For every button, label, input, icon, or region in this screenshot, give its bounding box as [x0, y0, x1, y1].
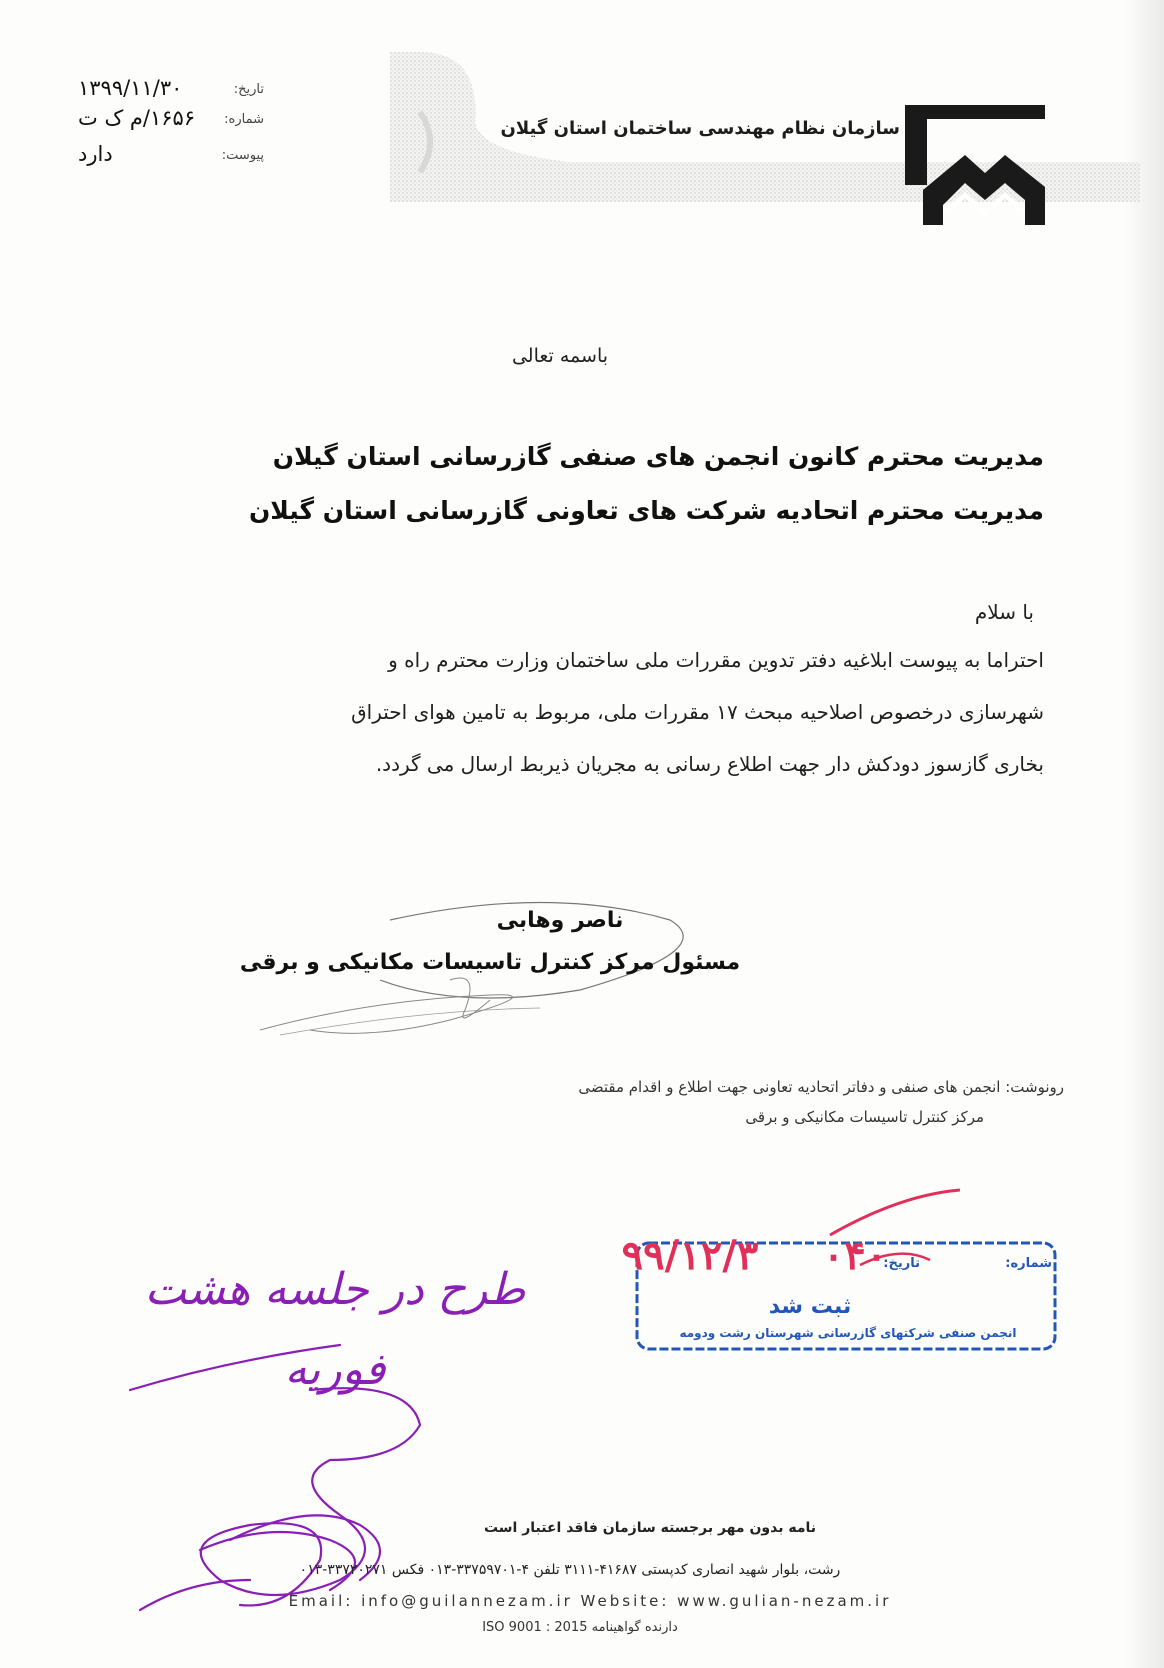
- signer-title: مسئول مرکز کنترل تاسیسات مکانیکی و برقی: [239, 950, 741, 975]
- body-line: شهرسازی درخصوص اصلاحیه مبحث ۱۷ مقررات ملی، مربوط به تامین هوای احتراق: [351, 700, 1044, 724]
- addressee-1: مدیریت محترم کانون انجمن های صنفی گازرسانی استان گیلان: [272, 442, 1044, 471]
- iso-certificate: دارنده گواهینامه ISO 9001 : 2015: [482, 1620, 678, 1635]
- number-label: شماره:: [224, 112, 264, 127]
- cc-line: مرکز کنترل تاسیسات مکانیکی و برقی: [745, 1108, 984, 1126]
- stamp-number-value: ۰۴۰: [822, 1232, 888, 1279]
- red-pen-mark-icon: [820, 1185, 970, 1275]
- footer-contact: Email: info@guilannezam.ir Website: www.gulian-nezam.ir: [288, 1592, 892, 1610]
- signer-name: ناصر وهابی: [496, 908, 624, 933]
- date-value: ۱۳۹۹/۱۱/۳۰: [78, 76, 183, 100]
- organization-name: سازمان نظام مهندسی ساختمان استان گیلان: [500, 118, 900, 139]
- addressee-2: مدیریت محترم اتحادیه شرکت های تعاونی گازرسانی استان گیلان: [248, 496, 1044, 525]
- body-line: احتراما به پیوست ابلاغیه دفتر تدوین مقررات ملی ساختمان وزارت محترم راه و: [388, 648, 1044, 672]
- organization-logo-icon: [905, 95, 1055, 235]
- cc-line: رونوشت: انجمن های صنفی و دفاتر اتحادیه تعاونی جهت اطلاع و اقدام مقتضی: [578, 1078, 1064, 1096]
- stamp-organization: انجمن صنفی شرکتهای گازرسانی شهرستان رشت ودومه: [679, 1326, 1017, 1340]
- body-line: بخاری گازسوز دودکش دار جهت اطلاع رسانی به مجریان ذیربط ارسال می گردد.: [375, 752, 1044, 776]
- scan-shadow: [1124, 0, 1164, 1668]
- greeting: باسمه تعالی: [511, 345, 609, 367]
- attachment-value: دارد: [78, 142, 113, 166]
- stamp-number-label: شماره:: [1005, 1256, 1052, 1271]
- validity-note: نامه بدون مهر برجسته سازمان فاقد اعتبار است: [483, 1520, 817, 1536]
- date-label: تاریخ:: [233, 82, 264, 97]
- number-value: ۱۶۵۶/م ک ت: [78, 106, 196, 130]
- stamp-date-label: تاریخ:: [883, 1256, 920, 1271]
- handwritten-note: طرح در جلسه هشت فوریه: [144, 1264, 526, 1395]
- attachment-label: پیوست:: [221, 148, 264, 163]
- stamp-title: ثبت شد: [768, 1294, 852, 1319]
- stamp-date-value: ۹۹/۱۲/۳: [621, 1232, 759, 1279]
- salutation: با سلام: [974, 600, 1034, 624]
- footer-address: رشت، بلوار شهید انصاری کدپستی ۴۱۶۸۷-۳۱۱۱ تلفن ۴-۳۳۷۵۹۷۰۱-۰۱۳ فکس ۳۳۷۲۰۲۷۱-۰۱۳: [299, 1562, 841, 1578]
